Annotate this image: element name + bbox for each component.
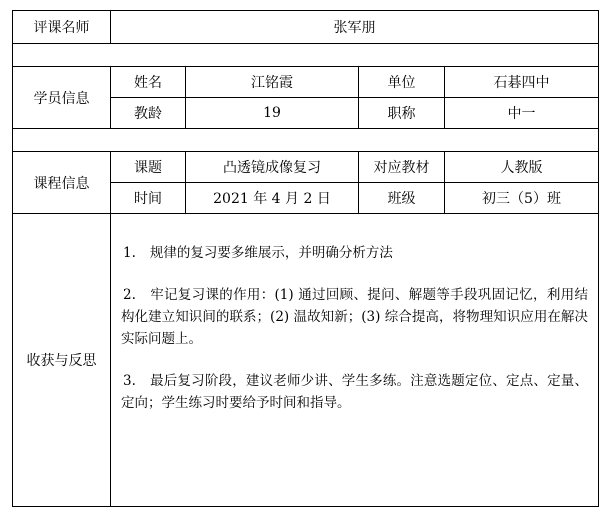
item-text: 规律的复习要多维展示，并明确分析方法 (149, 245, 393, 261)
reviewer-label: 评课名师 (13, 11, 111, 44)
reviewer-name: 张军朋 (111, 11, 599, 44)
unit-label: 单位 (359, 67, 445, 98)
reflection-item (121, 284, 588, 350)
evaluation-form (12, 10, 599, 507)
spacer-row (13, 129, 599, 152)
item-number: 2. (123, 287, 136, 303)
years-label: 教龄 (111, 98, 186, 129)
item-number: 3. (123, 373, 136, 389)
topic-value: 凸透镜成像复习 (186, 152, 359, 183)
topic-label: 课题 (111, 152, 186, 183)
trainee-section-label: 学员信息 (13, 67, 111, 129)
spacer-row (13, 44, 599, 67)
time-label: 时间 (111, 183, 186, 214)
reflection-item (121, 370, 588, 414)
class-value: 初三（5）班 (445, 183, 599, 214)
title-label: 职称 (359, 98, 445, 129)
course-section-label: 课程信息 (13, 152, 111, 214)
class-label: 班级 (359, 183, 445, 214)
name-label: 姓名 (111, 67, 186, 98)
textbook-value: 人教版 (445, 152, 599, 183)
item-text: 牢记复习课的作用：(1) 通过回顾、提问、解题等手段巩固记忆，利用结构化建立知识间的联系；(2) 温故知新；(3) 综合提高，将物理知识应用在解决实际问题上。 (121, 287, 588, 347)
item-text: 最后复习阶段，建议老师少讲、学生多练。注意选题定位、定点、定量、定向；学生练习时要给予时间和指导。 (121, 373, 588, 411)
reflection-content (111, 214, 599, 507)
textbook-label: 对应教材 (359, 152, 445, 183)
time-value: 2021 年 4 月 2 日 (186, 183, 359, 214)
unit-value: 石碁四中 (445, 67, 599, 98)
reflection-item (121, 242, 588, 264)
item-number: 1. (123, 245, 136, 261)
title-value: 中一 (445, 98, 599, 129)
years-value: 19 (186, 98, 359, 129)
reflection-section-label: 收获与反思 (13, 214, 111, 507)
name-value: 江铭霞 (186, 67, 359, 98)
